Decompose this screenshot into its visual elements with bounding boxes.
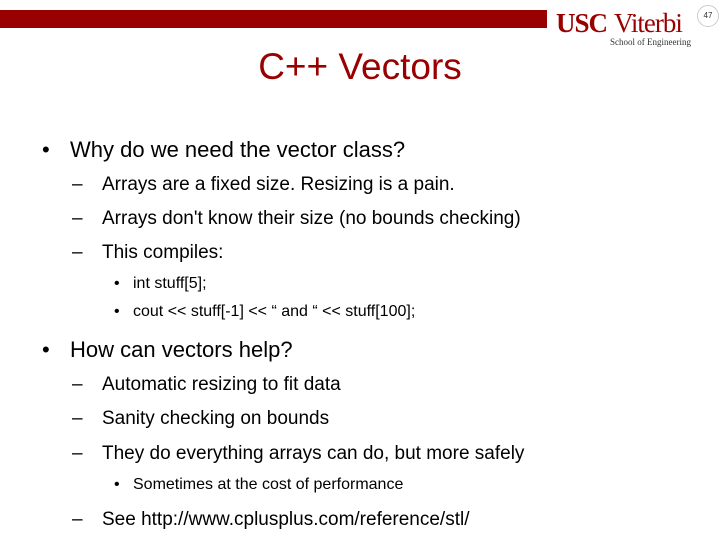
dash-marker: – [72,208,83,229]
sub-bullet-2-4-text: See http://www.cplusplus.com/reference/stl/ [102,509,470,530]
sub-sub-bullet-1-3-1 [114,276,207,292]
dash-marker: – [72,408,83,429]
bullet-2 [42,339,293,361]
code-line-1: int stuff[5]; [133,275,207,292]
dash-marker: – [72,443,83,464]
logo-school-text: School of Engineering [610,37,691,47]
bullet-marker: • [42,137,50,162]
dash-marker: – [72,374,83,395]
bullet-1-text: Why do we need the vector class? [70,137,406,162]
page-number: 47 [697,5,719,27]
sub-sub-bullet-2-3-1-text: Sometimes at the cost of performance [133,476,404,493]
logo-usc-text: USC [556,8,608,38]
slide-title: C++ Vectors [258,46,462,87]
bullet-marker: • [42,337,50,362]
sub-bullet-1-2 [72,209,521,228]
sub-sub-bullet-2-3-1 [114,477,403,493]
usc-viterbi-logo [556,8,696,48]
bullet-2-text: How can vectors help? [70,337,293,362]
header-red-bar [0,10,547,28]
sub-bullet-2-1-text: Automatic resizing to fit data [102,374,341,395]
sub-bullet-1-3 [72,243,223,262]
sub-bullet-1-2-text: Arrays don't know their size (no bounds checking) [102,208,521,229]
sub-bullet-1-3-text: This compiles: [102,242,224,263]
sub-bullet-2-4 [72,510,470,529]
bullet-marker: • [114,275,120,292]
sub-bullet-2-3-text: They do everything arrays can do, but more safely [102,443,525,464]
sub-bullet-1-1 [72,175,455,194]
dash-marker: – [72,174,83,195]
sub-bullet-1-1-text: Arrays are a fixed size. Resizing is a pain. [102,174,455,195]
code-line-2: cout << stuff[-1] << “ and “ << stuff[100]; [133,303,416,320]
dash-marker: – [72,242,83,263]
sub-bullet-2-1 [72,375,341,394]
sub-sub-bullet-1-3-2 [114,304,415,320]
dash-marker: – [72,509,83,530]
sub-bullet-2-3 [72,444,524,463]
bullet-1 [42,139,405,161]
bullet-marker: • [114,303,120,320]
sub-bullet-2-2-text: Sanity checking on bounds [102,408,330,429]
bullet-marker: • [114,476,120,493]
logo-viterbi-text: Viterbi [614,8,682,38]
sub-bullet-2-2 [72,409,329,428]
